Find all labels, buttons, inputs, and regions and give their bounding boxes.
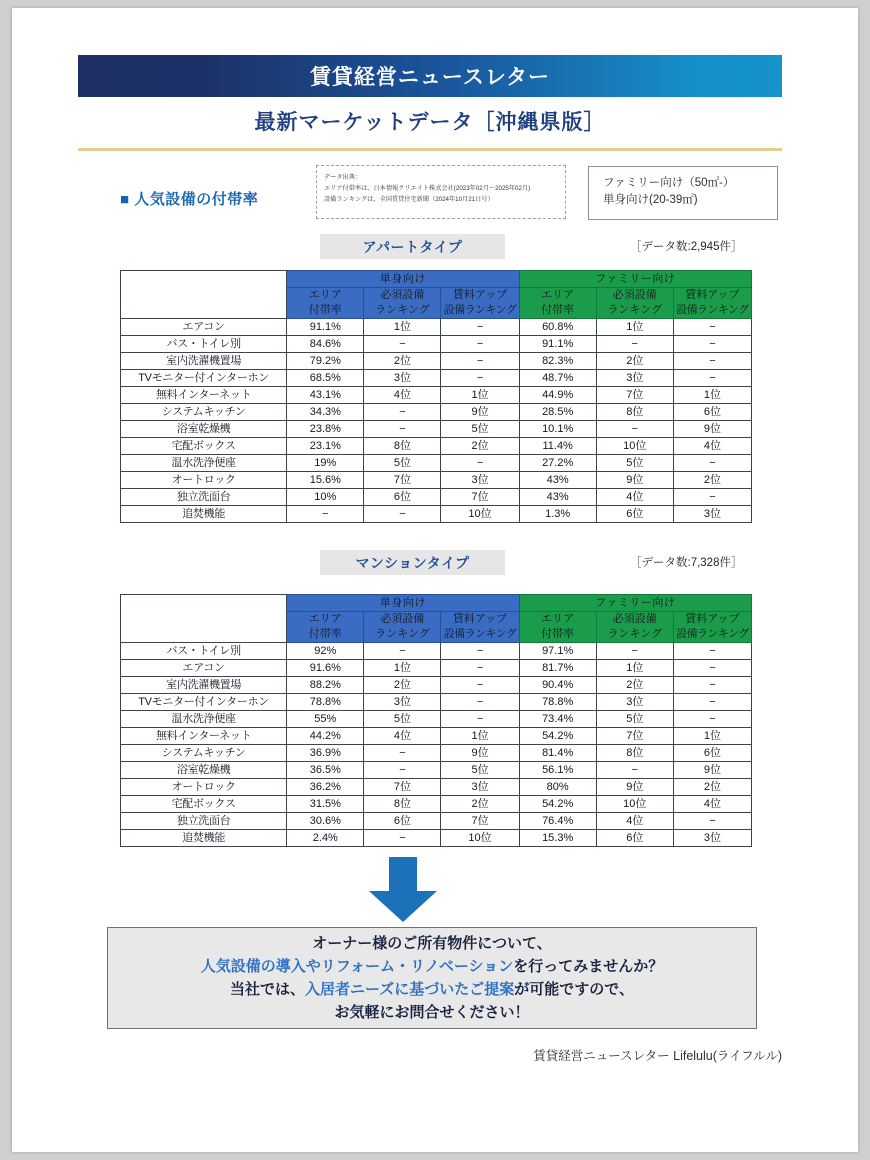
page-subtitle: 最新マーケットデータ［沖縄県版］ xyxy=(254,111,606,134)
single-must-rank: 3位 xyxy=(364,370,441,387)
family-area-rate: 44.9% xyxy=(519,387,596,404)
single-area-rate: 36.5% xyxy=(287,762,364,779)
subheader-line-2: 設備ランキング xyxy=(676,628,749,640)
single-rent-up-rank: 5位 xyxy=(441,421,519,438)
single-area-rate: 91.6% xyxy=(287,660,364,677)
single-area-rate: 36.2% xyxy=(287,779,364,796)
cta-line-3 xyxy=(230,978,634,1001)
single-area-rate: 34.3% xyxy=(287,404,364,421)
cta-line-2-text: を行ってみませんか？ xyxy=(513,958,664,975)
family-area-rate: 73.4% xyxy=(519,711,596,728)
family-rent-up-rank: 1位 xyxy=(673,728,751,745)
family-must-rank: 8位 xyxy=(596,745,673,762)
family-rent-up-rank: 2位 xyxy=(673,472,751,489)
table-group-header-row xyxy=(121,595,752,612)
family-rent-up-rank: 6位 xyxy=(673,404,751,421)
cta-line-3-prefix: 当社では、 xyxy=(230,981,306,998)
family-area-rate: 43% xyxy=(519,489,596,506)
single-rent-up-rank: 7位 xyxy=(441,813,519,830)
subheader-line-2: ランキング xyxy=(607,304,663,316)
family-must-rank: 3位 xyxy=(596,694,673,711)
cta-line-3-suffix: が可能ですので、 xyxy=(514,981,634,998)
family-rent-up-rank: 9位 xyxy=(673,762,751,779)
spec-note-box xyxy=(588,166,778,220)
row-label: 独立洗面台 xyxy=(121,813,287,830)
cta-line-4 xyxy=(334,1001,529,1024)
family-rent-up-rank: − xyxy=(673,336,751,353)
subheader-single-area-rate xyxy=(287,612,364,643)
subheader-line-2: 付帯率 xyxy=(541,628,575,640)
family-rent-up-rank: − xyxy=(673,370,751,387)
single-area-rate: 36.9% xyxy=(287,745,364,762)
family-must-rank: 8位 xyxy=(596,404,673,421)
table-row xyxy=(121,353,752,370)
single-must-rank: − xyxy=(364,643,441,660)
row-label: 室内洗濯機置場 xyxy=(121,353,287,370)
row-label: TVモニター付インターホン xyxy=(121,370,287,387)
single-must-rank: 8位 xyxy=(364,796,441,813)
cta-line-4-text: お気軽にお問合せください！ xyxy=(334,1004,530,1021)
subheader-family-must-rank xyxy=(596,612,673,643)
subheader-family-area-rate xyxy=(519,288,596,319)
single-rent-up-rank: − xyxy=(441,353,519,370)
subheader-line-1: 賃料アップ xyxy=(452,613,508,625)
family-must-rank: 7位 xyxy=(596,387,673,404)
single-must-rank: 2位 xyxy=(364,677,441,694)
subheader-line-1: 必須設備 xyxy=(612,613,657,625)
single-rent-up-rank: − xyxy=(441,319,519,336)
single-must-rank: 3位 xyxy=(364,694,441,711)
table-row xyxy=(121,336,752,353)
single-area-rate: 84.6% xyxy=(287,336,364,353)
family-area-rate: 82.3% xyxy=(519,353,596,370)
single-area-rate: 15.6% xyxy=(287,472,364,489)
row-label: 無料インターネット xyxy=(121,728,287,745)
row-label: 室内洗濯機置場 xyxy=(121,677,287,694)
single-rent-up-rank: 2位 xyxy=(441,438,519,455)
spec-note-family: ファミリー向け（50㎡-） xyxy=(603,177,735,189)
cta-line-2-highlight: 人気設備の導入やリフォーム・リノベーション xyxy=(200,958,514,975)
family-area-rate: 27.2% xyxy=(519,455,596,472)
family-area-rate: 11.4% xyxy=(519,438,596,455)
spec-note-single: 単身向け(20-39㎡) xyxy=(603,194,698,206)
family-area-rate: 15.3% xyxy=(519,830,596,847)
single-area-rate: 44.2% xyxy=(287,728,364,745)
family-rent-up-rank: 3位 xyxy=(673,506,751,523)
family-must-rank: 9位 xyxy=(596,472,673,489)
row-label: 無料インターネット xyxy=(121,387,287,404)
family-rent-up-rank: − xyxy=(673,353,751,370)
subheader-line-2: 設備ランキング xyxy=(443,628,517,640)
table-row xyxy=(121,319,752,336)
group-header-single: 単身向け xyxy=(287,595,519,612)
single-must-rank: 6位 xyxy=(364,489,441,506)
family-area-rate: 78.8% xyxy=(519,694,596,711)
single-must-rank: 4位 xyxy=(364,387,441,404)
table-row xyxy=(121,745,752,762)
table-row xyxy=(121,660,752,677)
subheader-family-area-rate xyxy=(519,612,596,643)
single-rent-up-rank: 7位 xyxy=(441,489,519,506)
row-label: TVモニター付インターホン xyxy=(121,694,287,711)
family-rent-up-rank: 1位 xyxy=(673,387,751,404)
subheader-family-rent-up xyxy=(673,612,751,643)
subheader-line-2: ランキング xyxy=(375,628,430,640)
family-area-rate: 76.4% xyxy=(519,813,596,830)
subheader-line-1: 賃料アップ xyxy=(685,289,740,301)
family-must-rank: − xyxy=(596,336,673,353)
subheader-line-2: 付帯率 xyxy=(541,304,575,316)
source-note-line-2: エリア付帯率は、日本情報クリエイト株式会社(2023年02月～2025年02月) xyxy=(324,185,531,192)
group-header-family: ファミリー向け xyxy=(519,271,751,288)
table-row xyxy=(121,796,752,813)
table-row xyxy=(121,455,752,472)
family-rent-up-rank: − xyxy=(673,489,751,506)
subheader-family-must-rank xyxy=(596,288,673,319)
table-corner-cell xyxy=(121,595,287,643)
table-group-header-row xyxy=(121,271,752,288)
family-must-rank: 10位 xyxy=(596,438,673,455)
single-must-rank: − xyxy=(364,421,441,438)
family-must-rank: 4位 xyxy=(596,489,673,506)
single-rent-up-rank: − xyxy=(441,660,519,677)
down-arrow-icon xyxy=(367,857,439,923)
single-rent-up-rank: 10位 xyxy=(441,830,519,847)
single-must-rank: 2位 xyxy=(364,353,441,370)
single-area-rate: 91.1% xyxy=(287,319,364,336)
single-rent-up-rank: 10位 xyxy=(441,506,519,523)
table-row xyxy=(121,711,752,728)
family-must-rank: − xyxy=(596,643,673,660)
family-rent-up-rank: 6位 xyxy=(673,745,751,762)
section-title: ■ 人気設備の付帯率 xyxy=(120,191,259,208)
subheader-line-1: 必須設備 xyxy=(380,613,425,625)
apartment-type-badge: アパートタイプ xyxy=(320,234,505,259)
family-area-rate: 43% xyxy=(519,472,596,489)
family-rent-up-rank: − xyxy=(673,319,751,336)
subheader-family-rent-up xyxy=(673,288,751,319)
subheader-line-2: 設備ランキング xyxy=(676,304,749,316)
group-header-family: ファミリー向け xyxy=(519,595,751,612)
single-rent-up-rank: − xyxy=(441,336,519,353)
apartment-data-count: ［データ数:2,945件］ xyxy=(630,241,743,253)
row-label: バス・トイレ別 xyxy=(121,336,287,353)
subheader-line-1: エリア xyxy=(541,289,575,301)
footer-text: 賃貸経営ニュースレター Lifelulu(ライフルル) xyxy=(533,1049,782,1063)
subheader-line-2: ランキング xyxy=(607,628,663,640)
table-row xyxy=(121,489,752,506)
single-rent-up-rank: 9位 xyxy=(441,404,519,421)
single-area-rate: 68.5% xyxy=(287,370,364,387)
single-rent-up-rank: 1位 xyxy=(441,387,519,404)
family-area-rate: 91.1% xyxy=(519,336,596,353)
single-area-rate: 55% xyxy=(287,711,364,728)
subheader-line-1: 必須設備 xyxy=(380,289,425,301)
table-row xyxy=(121,421,752,438)
family-area-rate: 81.4% xyxy=(519,745,596,762)
row-label: 独立洗面台 xyxy=(121,489,287,506)
mansion-table xyxy=(120,594,752,847)
single-must-rank: − xyxy=(364,830,441,847)
subheader-line-1: エリア xyxy=(541,613,575,625)
single-must-rank: − xyxy=(364,404,441,421)
single-must-rank: 7位 xyxy=(364,472,441,489)
row-label: 温水洗浄便座 xyxy=(121,711,287,728)
subheader-line-2: 付帯率 xyxy=(308,304,342,316)
family-must-rank: − xyxy=(596,762,673,779)
subheader-line-2: 設備ランキング xyxy=(443,304,517,316)
family-rent-up-rank: − xyxy=(673,455,751,472)
single-area-rate: 92% xyxy=(287,643,364,660)
subheader-single-rent-up xyxy=(441,612,519,643)
subheader-line-1: エリア xyxy=(308,613,342,625)
single-area-rate: 23.8% xyxy=(287,421,364,438)
single-area-rate: 79.2% xyxy=(287,353,364,370)
subheader-line-1: エリア xyxy=(308,289,342,301)
row-label: システムキッチン xyxy=(121,404,287,421)
family-rent-up-rank: − xyxy=(673,813,751,830)
table-row xyxy=(121,438,752,455)
single-area-rate: 30.6% xyxy=(287,813,364,830)
source-note-box xyxy=(316,165,566,219)
subheader-line-1: 必須設備 xyxy=(612,289,657,301)
row-label: 追焚機能 xyxy=(121,506,287,523)
single-must-rank: − xyxy=(364,506,441,523)
single-must-rank: 6位 xyxy=(364,813,441,830)
subheader-single-must-rank xyxy=(364,288,441,319)
family-rent-up-rank: − xyxy=(673,694,751,711)
cta-line-1-text: オーナー様のご所有物件について、 xyxy=(312,935,552,952)
table-row xyxy=(121,813,752,830)
mansion-table-body xyxy=(121,643,752,847)
apartment-table-body xyxy=(121,319,752,523)
single-must-rank: 5位 xyxy=(364,711,441,728)
single-rent-up-rank: 1位 xyxy=(441,728,519,745)
single-must-rank: − xyxy=(364,762,441,779)
family-must-rank: 7位 xyxy=(596,728,673,745)
single-rent-up-rank: − xyxy=(441,455,519,472)
single-rent-up-rank: 3位 xyxy=(441,779,519,796)
family-area-rate: 81.7% xyxy=(519,660,596,677)
single-area-rate: 2.4% xyxy=(287,830,364,847)
single-must-rank: 7位 xyxy=(364,779,441,796)
row-label: システムキッチン xyxy=(121,745,287,762)
single-area-rate: 88.2% xyxy=(287,677,364,694)
single-must-rank: − xyxy=(364,336,441,353)
mansion-type-badge: マンションタイプ xyxy=(320,550,505,575)
subheader-line-1: 賃料アップ xyxy=(685,613,740,625)
table-row xyxy=(121,370,752,387)
subheader-line-2: ランキング xyxy=(375,304,430,316)
row-label: 宅配ボックス xyxy=(121,438,287,455)
family-must-rank: 6位 xyxy=(596,830,673,847)
subheader-single-area-rate xyxy=(287,288,364,319)
family-area-rate: 90.4% xyxy=(519,677,596,694)
single-area-rate: 19% xyxy=(287,455,364,472)
banner-title: 賃貸経営ニュースレター xyxy=(309,66,551,89)
single-rent-up-rank: 2位 xyxy=(441,796,519,813)
family-area-rate: 48.7% xyxy=(519,370,596,387)
table-row xyxy=(121,506,752,523)
table-row xyxy=(121,694,752,711)
family-area-rate: 56.1% xyxy=(519,762,596,779)
table-row xyxy=(121,387,752,404)
row-label: オートロック xyxy=(121,472,287,489)
family-rent-up-rank: − xyxy=(673,677,751,694)
header-banner xyxy=(78,55,782,97)
row-label: エアコン xyxy=(121,660,287,677)
single-rent-up-rank: 9位 xyxy=(441,745,519,762)
row-label: オートロック xyxy=(121,779,287,796)
source-note-line-1: データ出典： xyxy=(324,174,362,181)
single-area-rate: 10% xyxy=(287,489,364,506)
single-rent-up-rank: 5位 xyxy=(441,762,519,779)
row-label: 浴室乾燥機 xyxy=(121,762,287,779)
single-must-rank: 1位 xyxy=(364,660,441,677)
row-label: バス・トイレ別 xyxy=(121,643,287,660)
mansion-data-count: ［データ数:7,328件］ xyxy=(630,557,743,569)
family-area-rate: 54.2% xyxy=(519,728,596,745)
family-must-rank: 3位 xyxy=(596,370,673,387)
family-must-rank: − xyxy=(596,421,673,438)
single-area-rate: 78.8% xyxy=(287,694,364,711)
subheader-single-rent-up xyxy=(441,288,519,319)
gold-divider xyxy=(78,148,782,151)
family-rent-up-rank: 9位 xyxy=(673,421,751,438)
single-rent-up-rank: − xyxy=(441,711,519,728)
family-rent-up-rank: 2位 xyxy=(673,779,751,796)
group-header-single: 単身向け xyxy=(287,271,519,288)
cta-line-1 xyxy=(312,932,551,955)
family-must-rank: 2位 xyxy=(596,353,673,370)
table-row xyxy=(121,779,752,796)
family-area-rate: 54.2% xyxy=(519,796,596,813)
newsletter-page xyxy=(12,8,858,1152)
single-area-rate: 23.1% xyxy=(287,438,364,455)
family-must-rank: 6位 xyxy=(596,506,673,523)
family-must-rank: 4位 xyxy=(596,813,673,830)
single-rent-up-rank: 3位 xyxy=(441,472,519,489)
family-area-rate: 1.3% xyxy=(519,506,596,523)
source-note-line-3: 設備ランキングは、全国賃貸住宅新聞（2024年10月21日号） xyxy=(324,196,494,203)
row-label: 追焚機能 xyxy=(121,830,287,847)
single-rent-up-rank: − xyxy=(441,370,519,387)
row-label: 温水洗浄便座 xyxy=(121,455,287,472)
single-must-rank: − xyxy=(364,745,441,762)
apartment-table xyxy=(120,270,752,523)
single-rent-up-rank: − xyxy=(441,643,519,660)
table-row xyxy=(121,677,752,694)
table-row xyxy=(121,472,752,489)
table-row xyxy=(121,762,752,779)
single-must-rank: 1位 xyxy=(364,319,441,336)
table-row xyxy=(121,830,752,847)
single-must-rank: 4位 xyxy=(364,728,441,745)
table-row xyxy=(121,728,752,745)
cta-line-2 xyxy=(201,955,663,978)
table-row xyxy=(121,404,752,421)
table-row xyxy=(121,643,752,660)
family-rent-up-rank: − xyxy=(673,643,751,660)
family-must-rank: 10位 xyxy=(596,796,673,813)
single-rent-up-rank: − xyxy=(441,677,519,694)
single-must-rank: 8位 xyxy=(364,438,441,455)
subheader-line-1: 賃料アップ xyxy=(452,289,508,301)
family-must-rank: 9位 xyxy=(596,779,673,796)
family-area-rate: 97.1% xyxy=(519,643,596,660)
family-area-rate: 28.5% xyxy=(519,404,596,421)
single-must-rank: 5位 xyxy=(364,455,441,472)
subheader-line-2: 付帯率 xyxy=(308,628,342,640)
row-label: 宅配ボックス xyxy=(121,796,287,813)
single-area-rate: 43.1% xyxy=(287,387,364,404)
family-must-rank: 1位 xyxy=(596,319,673,336)
family-must-rank: 5位 xyxy=(596,455,673,472)
family-must-rank: 2位 xyxy=(596,677,673,694)
cta-line-3-highlight: 入居者ニーズに基づいたご提案 xyxy=(305,981,515,998)
row-label: エアコン xyxy=(121,319,287,336)
family-rent-up-rank: − xyxy=(673,660,751,677)
family-area-rate: 10.1% xyxy=(519,421,596,438)
family-must-rank: 5位 xyxy=(596,711,673,728)
family-area-rate: 80% xyxy=(519,779,596,796)
family-rent-up-rank: 3位 xyxy=(673,830,751,847)
single-area-rate: 31.5% xyxy=(287,796,364,813)
family-rent-up-rank: 4位 xyxy=(673,438,751,455)
cta-box xyxy=(107,927,757,1029)
family-rent-up-rank: 4位 xyxy=(673,796,751,813)
table-corner-cell xyxy=(121,271,287,319)
family-rent-up-rank: − xyxy=(673,711,751,728)
row-label: 浴室乾燥機 xyxy=(121,421,287,438)
single-rent-up-rank: − xyxy=(441,694,519,711)
family-area-rate: 60.8% xyxy=(519,319,596,336)
family-must-rank: 1位 xyxy=(596,660,673,677)
subheader-single-must-rank xyxy=(364,612,441,643)
single-area-rate: − xyxy=(287,506,364,523)
